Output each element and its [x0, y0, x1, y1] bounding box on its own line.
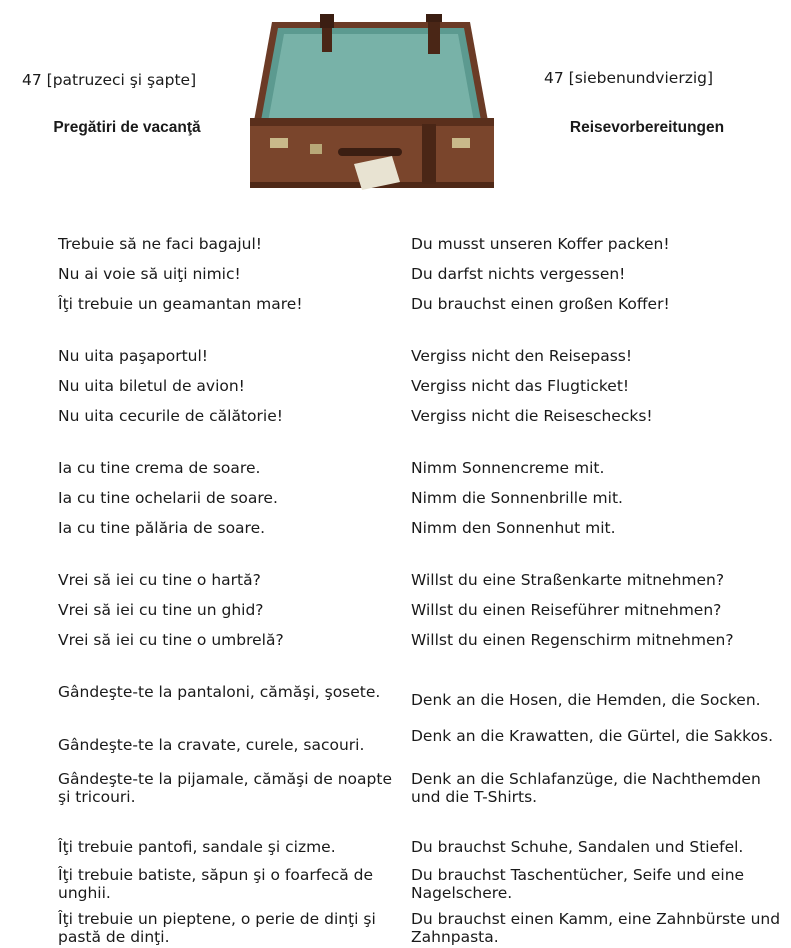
romanian-phrase: Gândeşte-te la pantaloni, cămăşi, şosete.	[58, 683, 381, 701]
lesson-title-german: Reisevorbereitungen	[569, 119, 725, 136]
german-phrase: Denk an die Krawatten, die Gürtel, die Sakkos.	[411, 727, 774, 745]
german-phrase: Vergiss nicht den Reisepass!	[411, 347, 633, 365]
german-phrase: Willst du eine Straßenkarte mitnehmen?	[411, 571, 725, 589]
romanian-phrase: Nu uita cecurile de călătorie!	[58, 407, 283, 425]
german-phrase: Du brauchst einen großen Koffer!	[411, 295, 670, 313]
romanian-phrase: Gândeşte-te la pijamale, cămăşi de noapte şi tricouri.	[58, 770, 392, 806]
german-phrase: Denk an die Hosen, die Hemden, die Socken.	[411, 691, 761, 709]
german-phrase: Willst du einen Regenschirm mitnehmen?	[411, 631, 734, 649]
romanian-phrase: Nu uita biletul de avion!	[58, 377, 245, 395]
german-phrase: Vergiss nicht die Reiseschecks!	[411, 407, 653, 425]
lesson-number-german: 47 [siebenundvierzig]	[544, 69, 714, 87]
romanian-phrase: Ia cu tine pălăria de soare.	[58, 519, 266, 537]
german-phrase: Du brauchst Taschentücher, Seife und eine Nagelschere.	[411, 866, 745, 902]
german-phrase: Nimm den Sonnenhut mit.	[411, 519, 616, 537]
german-phrase: Vergiss nicht das Flugticket!	[411, 377, 630, 395]
romanian-phrase: Nu ai voie să uiţi nimic!	[58, 265, 241, 283]
german-phrase: Du brauchst einen Kamm, eine Zahnbürste und Zahnpasta.	[411, 910, 781, 946]
german-phrase: Nimm die Sonnenbrille mit.	[411, 489, 623, 507]
german-phrase: Du musst unseren Koffer packen!	[411, 235, 670, 253]
romanian-phrase: Îţi trebuie un geamantan mare!	[58, 295, 303, 313]
suitcase-icon	[244, 14, 496, 192]
lesson-title-romanian: Pregătiri de vacanţă	[53, 119, 201, 136]
german-phrase: Denk an die Schlafanzüge, die Nachthemden und die T-Shirts.	[411, 770, 761, 806]
german-phrase: Nimm Sonnencreme mit.	[411, 459, 605, 477]
romanian-phrase: Îţi trebuie pantofi, sandale şi cizme.	[58, 838, 336, 856]
lesson-number-romanian: 47 [patruzeci şi şapte]	[22, 71, 197, 89]
romanian-phrase: Vrei să iei cu tine un ghid?	[58, 601, 264, 619]
german-phrase: Du brauchst Schuhe, Sandalen und Stiefel.	[411, 838, 744, 856]
german-phrase: Willst du einen Reiseführer mitnehmen?	[411, 601, 722, 619]
german-phrase: Du darfst nichts vergessen!	[411, 265, 626, 283]
romanian-phrase: Gândeşte-te la cravate, curele, sacouri.	[58, 736, 365, 754]
romanian-phrase: Îţi trebuie batiste, săpun şi o foarfecă de unghii.	[58, 866, 374, 902]
romanian-phrase: Nu uita paşaportul!	[58, 347, 209, 365]
romanian-phrase: Trebuie să ne faci bagajul!	[58, 235, 263, 253]
romanian-phrase: Ia cu tine ochelarii de soare.	[58, 489, 278, 507]
romanian-phrase: Îţi trebuie un pieptene, o perie de dinţi şi pastă de dinţi.	[58, 910, 376, 946]
romanian-phrase: Vrei să iei cu tine o hartă?	[58, 571, 261, 589]
romanian-phrase: Vrei să iei cu tine o umbrelă?	[58, 631, 284, 649]
romanian-phrase: Ia cu tine crema de soare.	[58, 459, 261, 477]
